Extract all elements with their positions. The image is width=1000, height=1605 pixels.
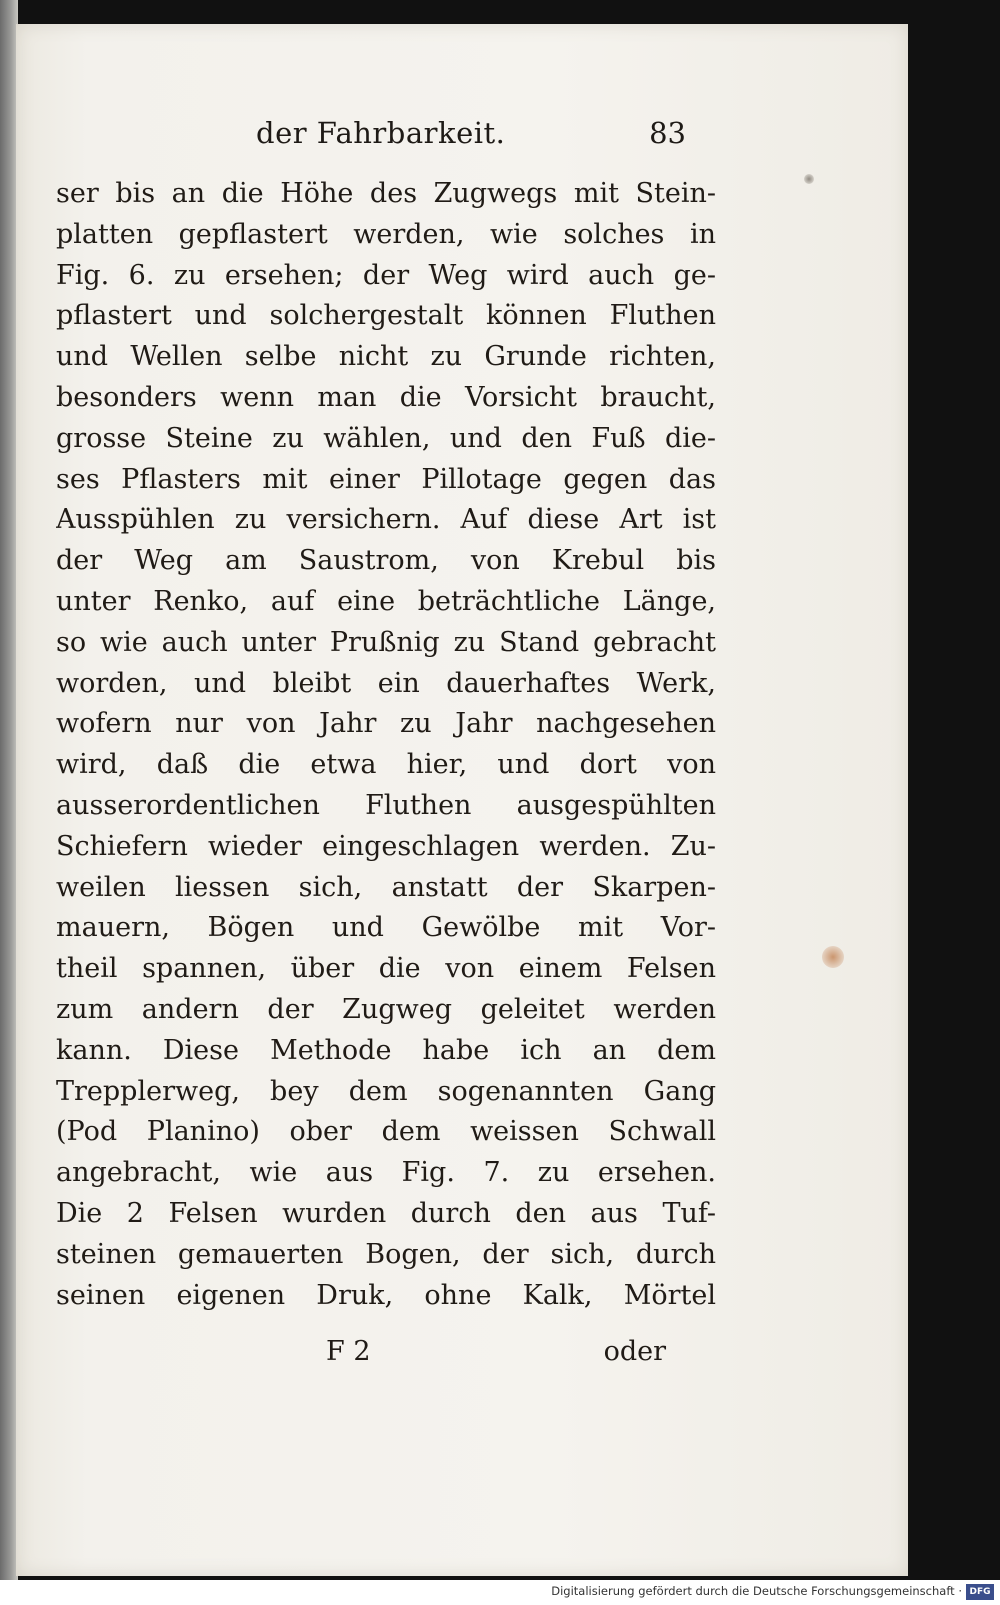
text-line: Die 2 Felsen wurden durch den aus Tuf- (56, 1197, 716, 1229)
text-line: Schiefern wieder eingeschlagen werden. Zu- (56, 830, 716, 862)
text-line: angebracht, wie aus Fig. 7. zu ersehen. (56, 1157, 716, 1189)
text-line: pflastert und solchergestalt können Fluthen (56, 300, 716, 332)
text-line: zum andern der Zugweg geleitet werden (56, 993, 716, 1025)
text-line: so wie auch unter Prußnig zu Stand gebracht (56, 626, 716, 658)
page-header (236, 108, 696, 158)
text-line: worden, und bleibt ein dauerhaftes Werk, (56, 667, 716, 699)
text-line: besonders wenn man die Vorsicht braucht, (56, 381, 716, 413)
book-page (16, 24, 908, 1576)
paper-stain (822, 946, 844, 968)
body-text (56, 174, 716, 1316)
text-line: theil spannen, über die von einem Felsen (56, 953, 716, 985)
text-line: ser bis an die Höhe des Zugwegs mit Stein- (56, 178, 716, 209)
page-footer (316, 1332, 676, 1376)
text-line: (Pod Planino) ober dem weissen Schwall (56, 1116, 716, 1148)
text-line: platten gepflastert werden, wie solches in (56, 218, 716, 250)
credit-text: Digitalisierung gefördert durch die Deutsche Forschungsgemeinschaft · (551, 1584, 962, 1598)
dfg-logo-icon: DFG (966, 1584, 994, 1600)
text-line: Trepplerweg, bey dem sogenannten Gang (56, 1075, 716, 1107)
text-line: Ausspühlen zu versichern. Auf diese Art ist (56, 504, 716, 536)
catchword: oder (603, 1336, 666, 1367)
credit-bar (0, 1580, 1000, 1605)
text-line: seinen eigenen Druk, ohne Kalk, Mörtel (56, 1279, 716, 1311)
text-line: grosse Steine zu wählen, und den Fuß die- (56, 422, 716, 454)
text-line: Fig. 6. zu ersehen; der Weg wird auch ge- (56, 259, 716, 291)
text-line: mauern, Bögen und Gewölbe mit Vor- (56, 912, 716, 944)
text-line: ses Pflasters mit einer Pillotage gegen das (56, 463, 716, 495)
running-title: der Fahrbarkeit. (256, 116, 506, 150)
text-line: unter Renko, auf eine beträchtliche Länge, (56, 585, 716, 617)
text-line: kann. Diese Methode habe ich an dem (56, 1034, 716, 1066)
signature-mark: F 2 (326, 1336, 371, 1367)
text-line: wird, daß die etwa hier, und dort von (56, 749, 716, 781)
text-line: steinen gemauerten Bogen, der sich, durch (56, 1238, 716, 1270)
page-number: 83 (649, 116, 686, 150)
text-line: der Weg am Saustrom, von Krebul bis (56, 545, 716, 577)
text-line: ausserordentlichen Fluthen ausgespühlten (56, 789, 716, 821)
text-line: und Wellen selbe nicht zu Grunde richten, (56, 341, 716, 373)
text-line: wofern nur von Jahr zu Jahr nachgesehen (56, 708, 716, 740)
text-line: weilen liessen sich, anstatt der Skarpen- (56, 871, 716, 903)
paper-stain (804, 174, 814, 184)
